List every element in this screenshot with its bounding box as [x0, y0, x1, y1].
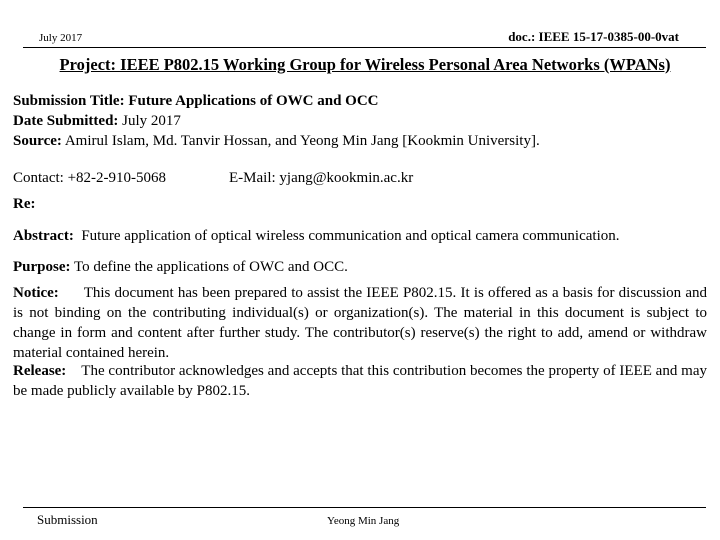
document-id: doc.: IEEE 15-17-0385-00-0vat [508, 29, 679, 44]
re-label: Re: [13, 196, 36, 212]
header-date: July 2017 [39, 32, 83, 44]
footer-submission: Submission [37, 512, 98, 527]
contact-text: Contact: +82-2-910-5068 [13, 170, 167, 186]
footer-author: Yeong Min Jang [327, 515, 400, 527]
abstract-label: Abstract: [13, 228, 74, 244]
source-label: Source: [13, 133, 62, 149]
notice-value: This document has been prepared to assist the IEEE P802.15. It is offered as a basis for discussion and is not binding on the contributing individual(s) or organization(s). The material in this document is subject to change in form and content after further study. The contributor(s) reserve(s) the right to add, amend or withdraw material contained herein. [13, 285, 708, 361]
date-submitted-label: Date Submitted: [13, 113, 119, 129]
source-line [13, 133, 540, 150]
date-submitted-line [13, 113, 181, 130]
release-label: Release: [13, 363, 67, 379]
source-value: Amirul Islam, Md. Tanvir Hossan, and Yeong Min Jang [Kookmin University]. [64, 133, 540, 149]
submission-title-line [13, 93, 379, 110]
release-value: The contributor acknowledges and accepts that this contribution becomes the property of IEEE and may be made publicly available by P802.15. [13, 363, 707, 399]
purpose-label: Purpose: [13, 259, 71, 275]
release-paragraph [13, 361, 707, 401]
header-divider [23, 47, 706, 48]
purpose-line [13, 259, 348, 276]
submission-title-label: Submission Title: [13, 93, 125, 109]
notice-paragraph [13, 283, 707, 363]
project-title: Project: IEEE P802.15 Working Group for Wireless Personal Area Networks (WPANs) [59, 55, 671, 74]
email-text: E-Mail: yjang@kookmin.ac.kr [229, 170, 414, 186]
notice-label: Notice: [13, 285, 59, 301]
abstract-value: Future application of optical wireless communication and optical camera communication. [81, 228, 620, 244]
date-submitted-value: July 2017 [122, 113, 181, 129]
purpose-value: To define the applications of OWC and OCC. [73, 259, 348, 275]
footer-divider [23, 507, 706, 508]
submission-title-value: Future Applications of OWC and OCC [128, 93, 379, 109]
abstract-line [13, 228, 620, 245]
